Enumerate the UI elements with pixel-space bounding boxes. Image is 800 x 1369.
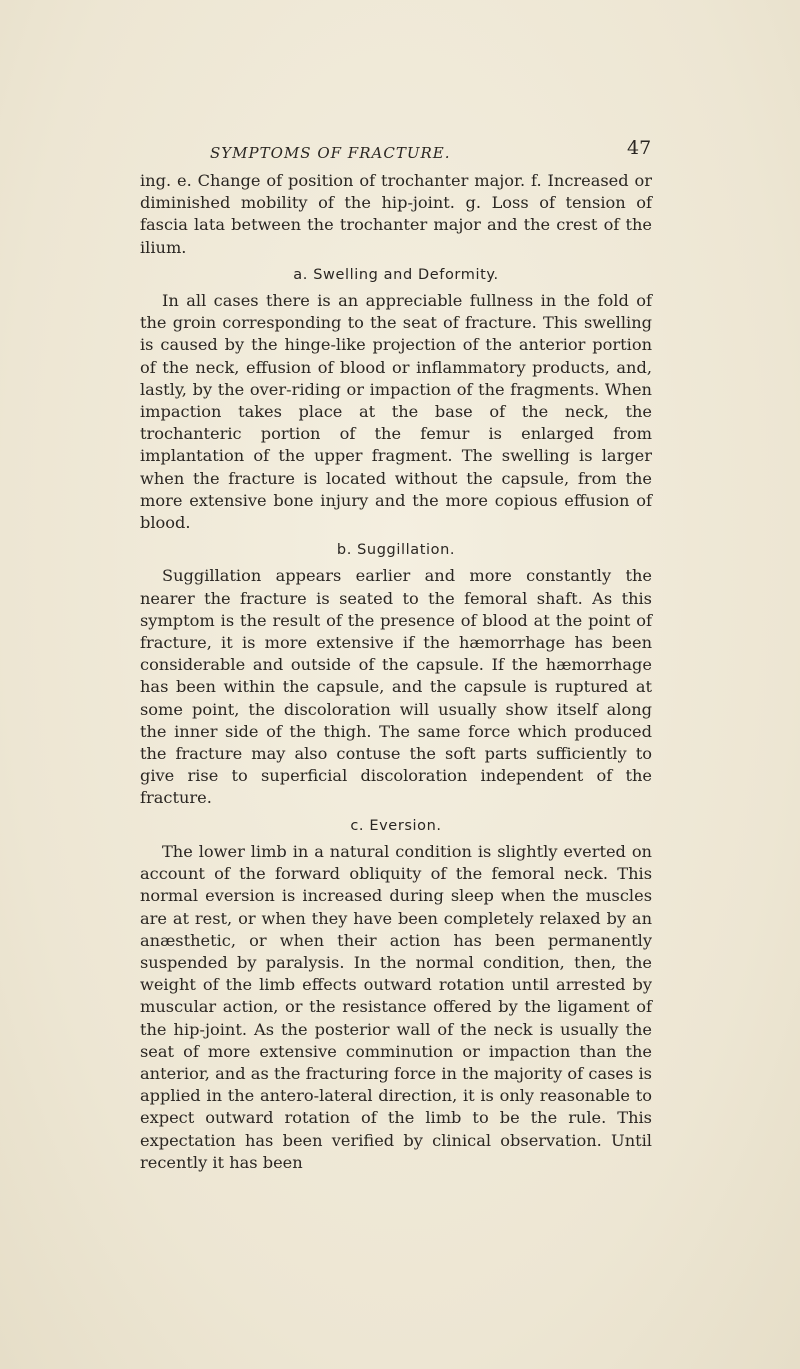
paragraph-suggillation: Suggillation appears earlier and more constantly the nearer the fracture is seated to the femoral shaft. As this symptom is the result of the presence of blood at the point of fracture, it is more extensive if the hæmorrhage has been considerable and outside of the capsule. If the hæmorrhage has been within the capsule, and the capsule is ruptured at some point, the discoloration will usually show itself along the inner side of the thigh. The same force which produced the fracture may also contuse the soft parts sufficiently to give rise to superficial discoloration independent of the fracture.: [140, 566, 652, 808]
intro-paragraph: ing. e. Change of position of trochanter major. f. Increased or diminished mobility of the hip-joint. g. Loss of tension of fascia lata between the trochanter major and the crest of the ilium.: [140, 171, 652, 257]
paragraph-swelling: In all cases there is an appreciable fullness in the fold of the groin corresponding to the seat of fracture. This swelling is caused by the hinge-like projection of the anterior portion of the neck, effusion of blood or inflammatory products, and, lastly, by the over-riding or impaction of the fragments. When impaction takes place at the base of the neck, the trochanteric portion of the femur is enlarged from implantation of the upper fragment. The swelling is larger when the fracture is located without the capsule, from the more extensive bone injury and the more copious effusion of blood.: [140, 291, 652, 533]
body-text: [140, 170, 652, 1174]
paragraph-eversion: The lower limb in a natural condition is slightly everted on account of the forward obliquity of the femoral neck. This normal eversion is increased during sleep when the muscles are at rest, or when they have been completely relaxed by an anæsthetic, or when their action has been permanently suspended by paralysis. In the normal condition, then, the weight of the limb effects outward rotation until arrested by muscular action, or the resistance offered by the ligament of the hip-joint. As the posterior wall of the neck is usually the seat of more extensive comminution or impaction than the anterior, and as the fracturing force in the majority of cases is applied in the antero-lateral direction, it is only reasonable to expect outward rotation of the limb to be the rule. This expectation has been verified by clinical observation. Until recently it has been: [140, 841, 652, 1172]
running-head: SYMPTOMS OF FRACTURE.: [210, 144, 451, 162]
section-heading-swelling: a. Swelling and Deformity.: [293, 266, 499, 283]
page-number: 47: [627, 137, 652, 159]
section-heading-eversion: c. Eversion.: [350, 817, 442, 834]
section-heading-suggillation: b. Suggillation.: [336, 542, 456, 559]
